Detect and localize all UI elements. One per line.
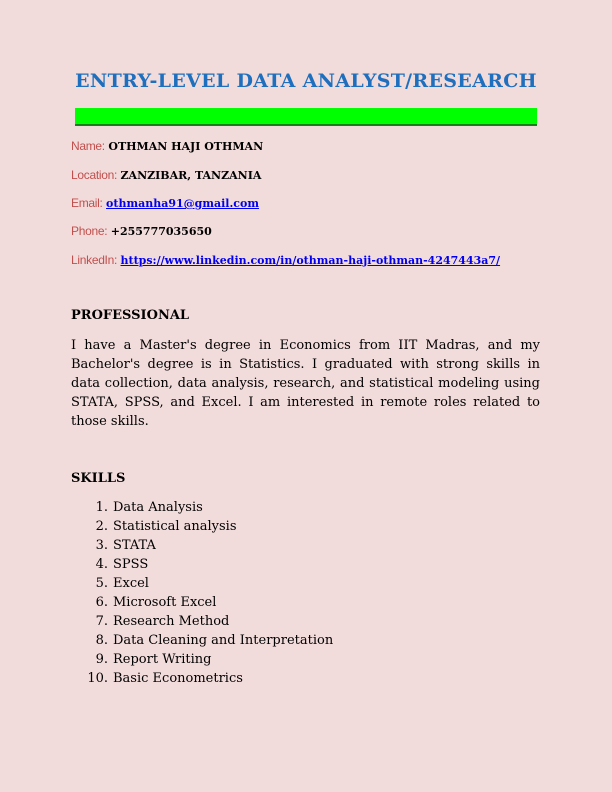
skill-label: Basic Econometrics bbox=[113, 671, 243, 686]
linkedin-link[interactable]: https://www.linkedin.com/in/othman-haji-othman-4247443a7/ bbox=[120, 254, 501, 267]
contact-location bbox=[71, 168, 261, 183]
email-link[interactable]: othmanha91@gmail.com bbox=[106, 197, 259, 210]
contact-name bbox=[71, 139, 263, 154]
linkedin-label: LinkedIn: bbox=[71, 253, 118, 267]
skill-label: Data Analysis bbox=[113, 500, 203, 515]
list-item: 5. Excel bbox=[95, 576, 149, 591]
list-item: 7. Research Method bbox=[95, 614, 230, 629]
name-label: Name: bbox=[71, 139, 105, 153]
list-item: 4. SPSS bbox=[95, 557, 149, 572]
title-underline-bar bbox=[75, 108, 537, 126]
list-item: 8. Data Cleaning and Interpretation bbox=[95, 633, 334, 648]
phone-label: Phone: bbox=[71, 224, 108, 238]
skill-label: Microsoft Excel bbox=[113, 595, 217, 610]
skill-label: Statistical analysis bbox=[113, 519, 237, 534]
contact-linkedin bbox=[71, 253, 500, 268]
list-item: 1. Data Analysis bbox=[95, 500, 203, 515]
professional-summary: I have a Master's degree in Economics from IIT Madras, and my Bachelor's degree is in Statistics. I graduated with strong skills in data collection, data analysis, research, and statistical modeling using STATA, SPSS, and Excel. I am interested in remote roles related to those skills. bbox=[71, 338, 540, 429]
skill-label: STATA bbox=[113, 538, 156, 553]
skill-label: Report Writing bbox=[113, 652, 212, 667]
name-value: OTHMAN HAJI OTHMAN bbox=[108, 140, 264, 153]
skill-label: Excel bbox=[113, 576, 149, 591]
professional-heading: PROFESSIONAL bbox=[71, 308, 190, 323]
skills-heading: SKILLS bbox=[71, 471, 126, 486]
list-item: 3. STATA bbox=[95, 538, 156, 553]
contact-email bbox=[71, 196, 259, 211]
location-value: ZANZIBAR, TANZANIA bbox=[120, 169, 262, 182]
phone-value: +255777035650 bbox=[110, 225, 212, 238]
page-title: ENTRY-LEVEL DATA ANALYST/RESEARCH bbox=[75, 70, 537, 92]
list-item: 9. Report Writing bbox=[95, 652, 212, 667]
email-label: Email: bbox=[71, 196, 103, 210]
list-item: 2. Statistical analysis bbox=[95, 519, 237, 534]
skill-label: Data Cleaning and Interpretation bbox=[113, 633, 334, 648]
contact-phone bbox=[71, 224, 212, 239]
list-item: 10. Basic Econometrics bbox=[87, 671, 243, 686]
location-label: Location: bbox=[71, 168, 118, 182]
skills-list bbox=[71, 498, 531, 688]
list-item: 6. Microsoft Excel bbox=[95, 595, 217, 610]
skill-label: Research Method bbox=[113, 614, 230, 629]
skill-label: SPSS bbox=[113, 557, 149, 572]
